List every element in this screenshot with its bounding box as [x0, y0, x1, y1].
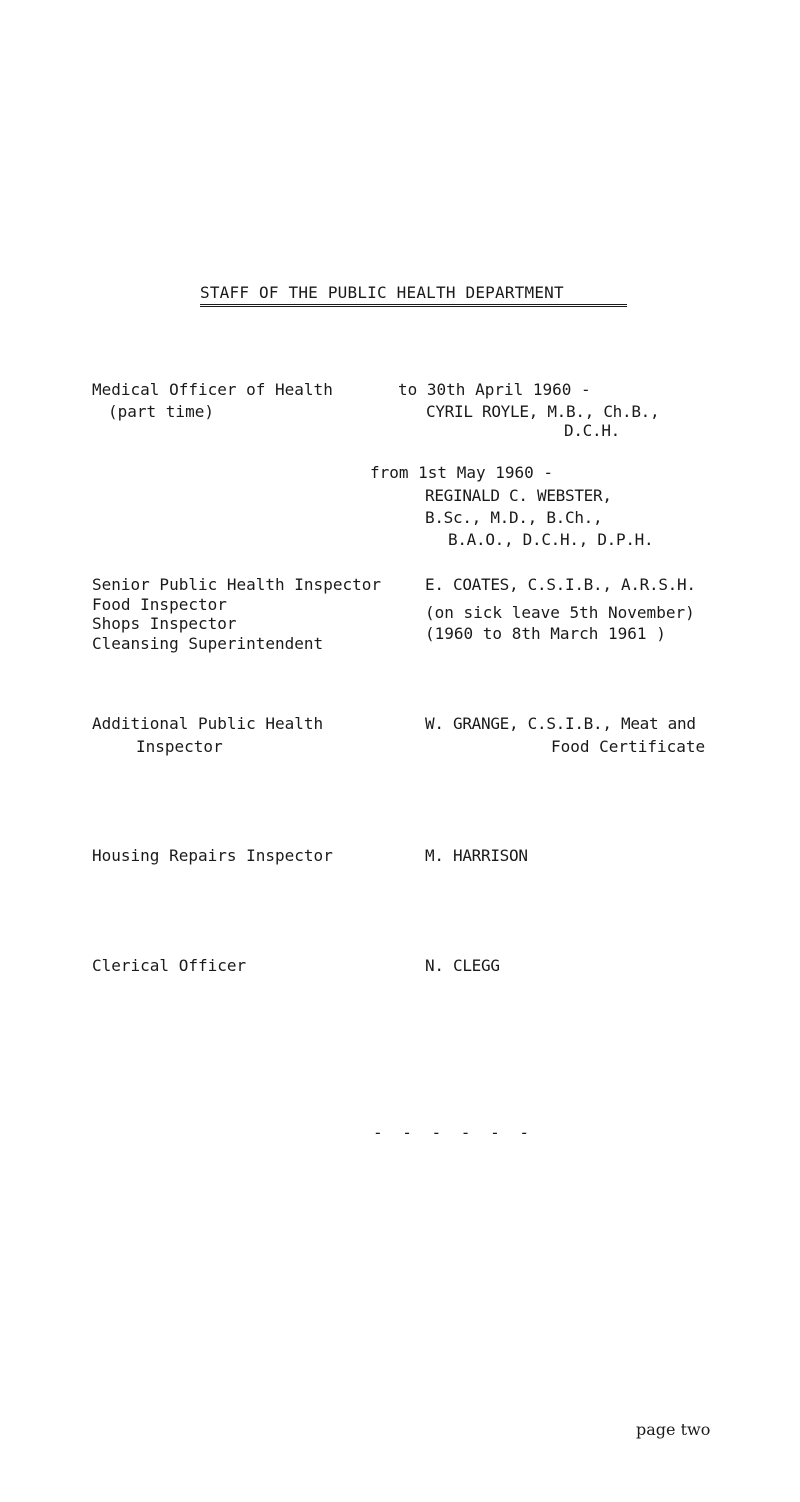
additional-person-line2: Food Certificate: [551, 737, 706, 756]
page-title: STAFF OF THE PUBLIC HEALTH DEPARTMENT: [200, 283, 564, 302]
clerical-role: Clerical Officer: [92, 956, 247, 975]
moh-person2-line1: REGINALD C. WEBSTER,: [425, 486, 612, 505]
title-underline: [200, 304, 627, 307]
clerical-person: N. CLEGG: [425, 956, 500, 975]
senior-role-line2: Food Inspector: [92, 595, 227, 614]
additional-person-line1: W. GRANGE, C.S.I.B., Meat and: [425, 714, 696, 733]
senior-role-line3: Shops Inspector: [92, 614, 237, 633]
moh-person1-line1: CYRIL ROYLE, M.B., Ch.B.,: [426, 402, 660, 421]
moh-period2: from 1st May 1960 -: [370, 463, 554, 482]
housing-person: M. HARRISON: [425, 846, 528, 865]
senior-person: E. COATES, C.S.I.B., A.R.S.H.: [425, 575, 696, 594]
senior-role-line1: Senior Public Health Inspector: [92, 575, 381, 594]
page-number: page two: [636, 1420, 711, 1439]
moh-person2-line2: B.Sc., M.D., B.Ch.,: [425, 508, 603, 527]
additional-role-line2: Inspector: [136, 737, 223, 756]
moh-person1-line2: D.C.H.: [564, 421, 620, 440]
senior-note-line2: (1960 to 8th March 1961 ): [425, 624, 666, 643]
additional-role-line1: Additional Public Health: [92, 714, 324, 733]
section-separator: - - - - - -: [373, 1123, 534, 1142]
moh-role-line1: Medical Officer of Health: [92, 380, 333, 399]
moh-person2-line3: B.A.O., D.C.H., D.P.H.: [448, 530, 654, 549]
moh-role-line2: (part time): [108, 402, 214, 421]
moh-period1: to 30th April 1960 -: [398, 380, 591, 399]
senior-role-line4: Cleansing Superintendent: [92, 634, 324, 653]
senior-note-line1: (on sick leave 5th November): [425, 603, 695, 622]
housing-role: Housing Repairs Inspector: [92, 846, 333, 865]
